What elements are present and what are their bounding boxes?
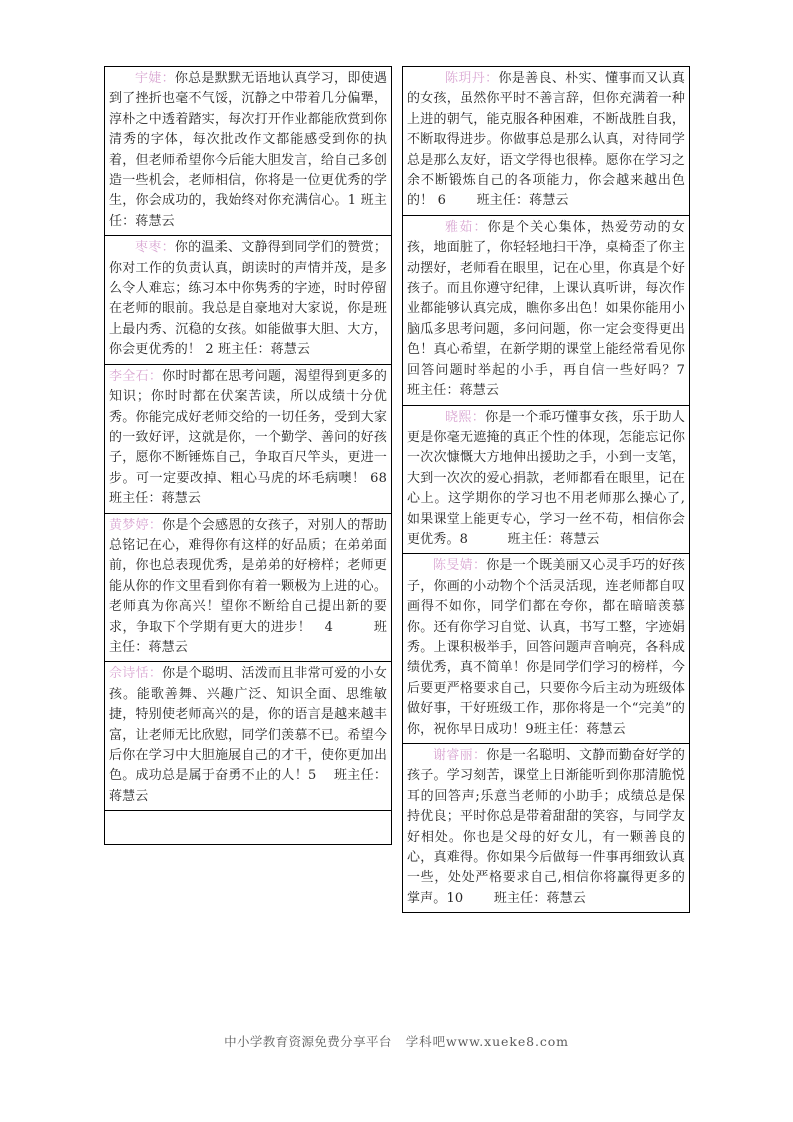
name-separator: ： <box>485 71 499 86</box>
student-name: 黄梦婷 <box>109 517 149 533</box>
name-separator: ： <box>472 558 487 574</box>
left-table-body <box>105 67 392 845</box>
page-footer <box>0 1032 793 1050</box>
student-name: 枣枣 <box>135 240 162 256</box>
table-row <box>403 554 690 744</box>
student-name: 宇婕 <box>135 71 162 86</box>
comment-paragraph <box>407 69 685 212</box>
comment-cell <box>105 662 392 811</box>
table-row <box>105 236 392 364</box>
comment-cell <box>105 364 392 513</box>
name-separator: ： <box>148 368 163 384</box>
comment-cell <box>105 236 392 364</box>
name-separator: ： <box>161 240 175 256</box>
comment-cell <box>403 67 690 216</box>
comment-body: 你是个会感恩的女孩子，对别人的帮助总铭记在心，难得你有这样的好品质；在弟弟面前，你也总表现优秀，是弟弟的好榜样；老师更能从你的作文里看到你有着一颗极为上进的心。老师真为你高兴！望你不断给自己提出新的要求，争取下个学期有更大的进步！ 4 班主任：蒋慧云 <box>109 517 387 655</box>
student-name: 晓熙 <box>445 409 472 425</box>
comment-body: 你是一个既美丽又心灵手巧的好孩子，你画的小动物个个活灵活现，连老师都自叹画得不如你，同学们都在夸你，都在暗暗羡慕你。还有你学习自觉、认真，书写工整，字迹娟秀。上课积极举手，回答问题声音响亮，各科成绩优秀，真不简单！你是同学们学习的榜样，今后要更严格要求自己，只要你今后主动为班级体做好事，干好班级工作，那你将是一个“完美”的你，祝你早日成功！9班主任：蒋慧云 <box>407 558 685 737</box>
table-row <box>105 364 392 513</box>
name-separator: ： <box>473 219 488 235</box>
comment-body: 你是善良、朴实、懂事而又认真的女孩，虽然你平时不善言辞，但你充满着一种上进的朝气，能克服各种困难，不断战胜自我，不断取得进步。你做事总是那么认真，对待同学总是那么友好，语文学得也很棒。愿你在学习之余不断锻炼自己的各项能力，你会越来越出色的！ 6 班主任：蒋慧云 <box>407 71 685 209</box>
comment-body: 你总是默默无语地认真学习，即使遇到了挫折也毫不气馁，沉静之中带着几分偏犟，淳朴之中透着踏实，每次打开作业都能欣赏到你清秀的字体，每次批改作文都能感受到你的执着，但老师希望你今后能大胆发言，给自己多创造一些机会，老师相信，你将是一位更优秀的学生，你会成功的，我始终对你充满信心。1 班主任：蒋慧云 <box>109 71 387 229</box>
comment-paragraph <box>407 218 699 402</box>
student-name: 李全石 <box>109 368 149 384</box>
comment-body: 你是一名聪明、文静而勤奋好学的孩子。学习刻苦，课堂上日渐能听到你那清脆悦耳的回答声;乐意当老师的小助手；成绩总是保持优良；平时你总是带着甜甜的笑容，与同学友好相处。你也是父母的好女儿，有一颗善良的心，真难得。你如果今后做每一件事再细致认真一些，处处严格要求自己,相信你将赢得更多的掌声。10 班主任：蒋慧云 <box>407 748 685 906</box>
student-name: 雅茹 <box>445 219 474 235</box>
name-separator: ： <box>472 748 487 763</box>
comment-body: 你是一个乖巧懂事女孩，乐于助人更是你毫无遮掩的真正个性的体现，怎能忘记你一次次慷慨大方地伸出援助之手，小到一支笔，大到一次次的爱心捐款，老师都看在眼里，记在心上。这学期你的学习也不用老师那么操心了,如果课堂上能更专心，学习一丝不苟，相信你会更优秀。8 班主任：蒋慧云 <box>407 409 685 547</box>
comment-paragraph <box>407 408 685 551</box>
table-row <box>105 513 392 662</box>
comment-paragraph <box>109 664 387 807</box>
right-comments-table <box>402 66 699 913</box>
name-separator: ： <box>161 71 175 86</box>
left-comments-table <box>104 66 392 845</box>
comment-paragraph <box>407 746 685 909</box>
comment-paragraph <box>109 238 387 360</box>
name-separator: ： <box>148 666 163 682</box>
empty-cell <box>105 811 392 845</box>
right-table-body <box>403 67 699 913</box>
student-name: 陈旻婧 <box>433 558 473 574</box>
comment-body: 你是个聪明、活泼而且非常可爱的小女孩。能歌善舞、兴趣广泛、知识全面、思维敏捷，特别使老师高兴的是，你的语言是越来越丰富，让老师无比欣慰，同学们羡慕不已。希望今后你在学习中大胆施展自己的才干，使你更加出色。成功总是属于奋勇不止的人！5 班主任：蒋慧云 <box>109 666 387 804</box>
comment-cell <box>403 215 699 405</box>
comment-paragraph <box>109 367 387 510</box>
comment-paragraph <box>109 516 387 659</box>
footer-text: 中小学教育资源免费分享平台 <box>224 1034 392 1049</box>
comment-cell <box>105 513 392 662</box>
comment-paragraph <box>407 556 685 740</box>
table-row-spacer <box>105 811 392 845</box>
comment-body: 你是个关心集体，热爱劳动的女孩，地面脏了，你轻轻地扫干净，桌椅歪了你主动摆好，老师看在眼里，记在心里，你真是个好孩子。而且你遵守纪律，上课认真听讲，每次作业都能够认真完成，瞧你多出色！如果你能用小脑瓜多思考问题，多问问题，你一定会变得更出色！真心希望，在新学期的课堂上能经常看见你回答问题时举起的小手，再自信一些好吗？7 班主任：蒋慧云 <box>407 219 699 399</box>
student-name: 佘诗恬 <box>109 666 149 682</box>
comment-paragraph <box>109 69 387 232</box>
name-separator: ： <box>148 517 163 533</box>
table-row <box>403 67 690 216</box>
table-row <box>403 405 690 554</box>
comments-layout <box>104 66 699 913</box>
footer-url: 学科吧www.xueke8.com <box>405 1034 569 1049</box>
student-name: 谢睿丽 <box>433 748 473 763</box>
name-separator: ： <box>471 409 486 425</box>
comment-body: 你的温柔、文静得到同学们的赞赏；你对工作的负责认真，朗读时的声情并茂，是多么令人难忘；练习本中你隽秀的字迹，时时停留在老师的眼前。我总是自豪地对大家说，你是班上最内秀、沉稳的女孩。如能做事大胆、大方，你会更优秀的！ 2 班主任：蒋慧云 <box>109 240 387 358</box>
table-row <box>403 744 690 913</box>
student-name: 陈玥丹 <box>445 71 486 86</box>
table-row <box>105 67 392 236</box>
comment-cell <box>403 744 690 913</box>
comment-cell <box>403 554 690 744</box>
comment-body: 你时时都在思考问题，渴望得到更多的知识；你时时都在伏案苦读，所以成绩十分优秀。你能完成好老师交给的一切任务，受到大家的一致好评，这就是你，一个勤学、善问的好孩子，愿你不断锤炼自己，争取百尺竿头，更进一步。可一定要改掉、粗心马虎的坏毛病噢！ 68 班主任：蒋慧云 <box>109 368 387 507</box>
comment-cell <box>105 67 392 236</box>
table-row <box>403 215 690 405</box>
table-row <box>105 662 392 811</box>
comment-cell <box>403 405 690 554</box>
